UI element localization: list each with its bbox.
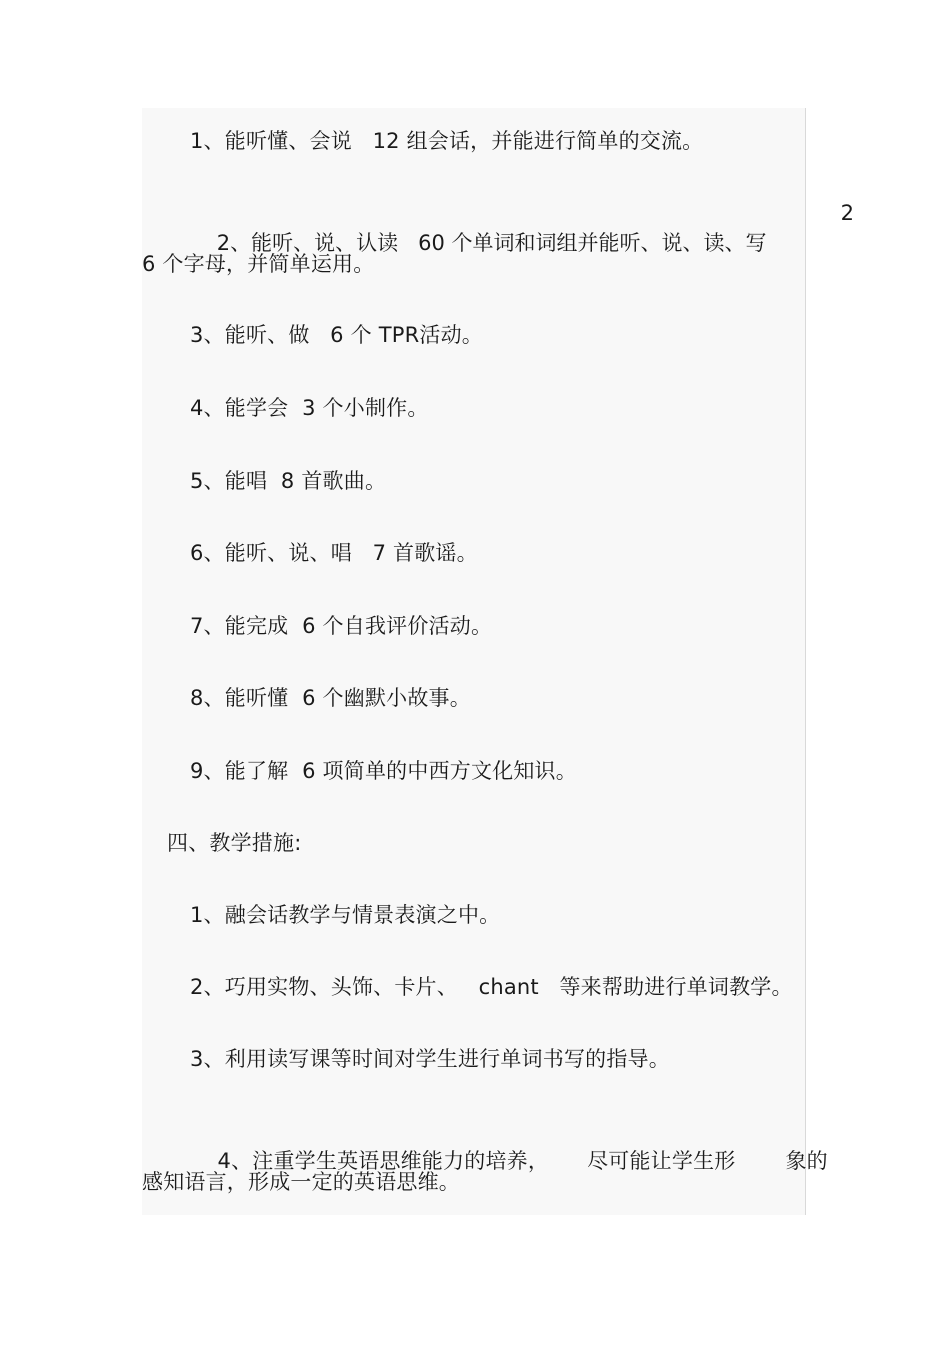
goal-item-2-tail: 2 — [840, 201, 854, 225]
measure-item-4-part-b: 尽可能让学生形 — [587, 1149, 736, 1173]
measure-item-4-line-2: 感知语言，形成一定的英语思维。 — [142, 1170, 460, 1194]
section-heading: 四、教学措施: — [167, 831, 302, 855]
goal-item-9: 9、能了解 6 项简单的中西方文化知识。 — [190, 759, 577, 783]
document-page — [142, 108, 854, 1215]
measure-item-4-part-a: 4、注重学生英语思维能力的培养， — [217, 1149, 550, 1173]
goal-item-7: 7、能完成 6 个自我评价活动。 — [190, 614, 493, 638]
goal-item-6: 6、能听、说、唱 7 首歌谣。 — [190, 541, 478, 565]
goal-item-3: 3、能听、做 6 个 TPR活动。 — [190, 323, 483, 347]
measure-item-1: 1、融会话教学与情景表演之中。 — [190, 903, 501, 927]
goal-item-5: 5、能唱 8 首歌曲。 — [190, 469, 387, 493]
goal-item-8: 8、能听懂 6 个幽默小故事。 — [190, 686, 471, 710]
goal-item-2-line-2: 6 个字母，并简单运用。 — [142, 252, 375, 276]
measure-item-4-part-c: 象的 — [785, 1149, 828, 1173]
measure-item-2: 2、巧用实物、头饰、卡片、 chant 等来帮助进行单词教学。 — [190, 975, 793, 999]
goal-item-2-text: 2、能听、说、认读 60 个单词和词组并能听、说、读、写 — [216, 231, 767, 255]
goal-item-1: 1、能听懂、会说 12 组会话，并能进行简单的交流。 — [190, 129, 704, 153]
measure-item-3: 3、利用读写课等时间对学生进行单词书写的指导。 — [190, 1047, 670, 1071]
goal-item-4: 4、能学会 3 个小制作。 — [190, 396, 429, 420]
